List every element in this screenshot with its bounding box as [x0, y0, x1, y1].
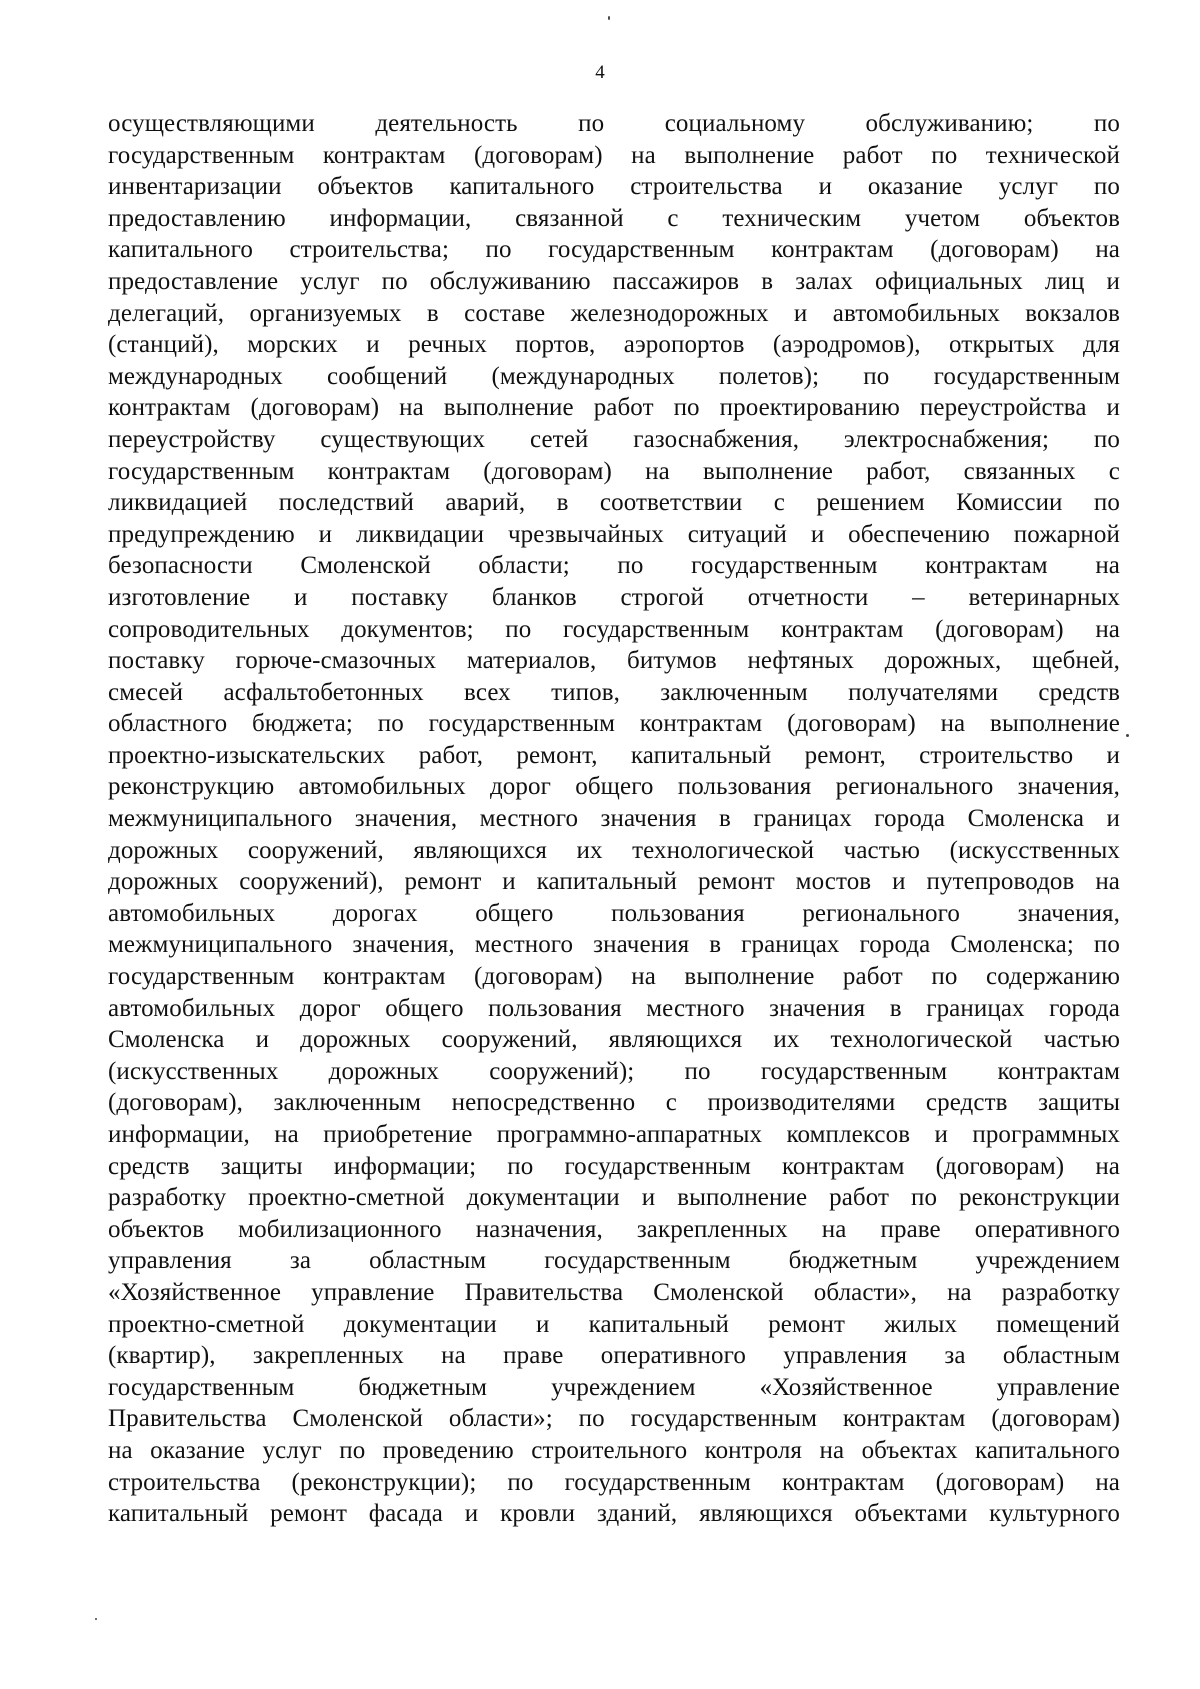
- text-line: автомобильных дорог общего пользования местного значения в границах города: [108, 994, 1120, 1022]
- scan-speck: [95, 1618, 97, 1620]
- text-line: межмуниципального значения, местного значения в границах города Смоленска и: [108, 805, 1120, 833]
- text-line: капитальный ремонт фасада и кровли зданий, являющихся объектами культурного: [108, 1500, 1120, 1528]
- text-line: делегаций, организуемых в составе железнодорожных и автомобильных вокзалов: [108, 299, 1120, 327]
- text-line: управления за областным государственным бюджетным учреждением: [108, 1247, 1120, 1275]
- text-line: проектно-сметной документации и капитальный ремонт жилых помещений: [108, 1310, 1120, 1338]
- text-line: объектов мобилизационного назначения, закрепленных на праве оперативного: [108, 1215, 1120, 1243]
- text-line: инвентаризации объектов капитального строительства и оказание услуг по: [108, 173, 1120, 201]
- scan-speck: [608, 16, 610, 20]
- text-line: контрактам (договорам) на выполнение работ по проектированию переустройства и: [108, 394, 1120, 422]
- text-line: ликвидацией последствий аварий, в соответствии с решением Комиссии по: [108, 489, 1120, 517]
- text-line: смесей асфальтобетонных всех типов, заключенным получателями средств: [108, 678, 1120, 706]
- text-line: строительства (реконструкции); по государственным контрактам (договорам) на: [108, 1468, 1120, 1496]
- text-line: международных сообщений (международных полетов); по государственным: [108, 362, 1120, 390]
- text-line: на оказание услуг по проведению строительного контроля на объектах капитального: [108, 1436, 1120, 1464]
- text-line: «Хозяйственное управление Правительства Смоленской области», на разработку: [108, 1278, 1120, 1306]
- text-line: предоставление услуг по обслуживанию пассажиров в залах официальных лиц и: [108, 267, 1120, 295]
- text-line: разработку проектно-сметной документации и выполнение работ по реконструкции: [108, 1184, 1120, 1212]
- text-line: переустройству существующих сетей газоснабжения, электроснабжения; по: [108, 425, 1120, 453]
- text-line: государственным контрактам (договорам) на выполнение работ по технической: [108, 141, 1120, 169]
- page-number: 4: [595, 62, 605, 83]
- text-line: дорожных сооружений), ремонт и капитальный ремонт мостов и путепроводов на: [108, 868, 1120, 896]
- text-line: безопасности Смоленской области; по государственным контрактам на: [108, 552, 1120, 580]
- text-line: автомобильных дорогах общего пользования регионального значения,: [108, 899, 1120, 927]
- text-line: Правительства Смоленской области»; по государственным контрактам (договорам): [108, 1405, 1120, 1433]
- text-line: проектно-изыскательских работ, ремонт, капитальный ремонт, строительство и: [108, 741, 1120, 769]
- text-line: межмуниципального значения, местного значения в границах города Смоленска; по: [108, 931, 1120, 959]
- text-line: областного бюджета; по государственным контрактам (договорам) на выполнение: [108, 710, 1120, 738]
- text-line: государственным бюджетным учреждением «Хозяйственное управление: [108, 1373, 1120, 1401]
- scan-speck: [1126, 734, 1129, 737]
- text-line: государственным контрактам (договорам) на выполнение работ, связанных с: [108, 457, 1120, 485]
- text-line: (искусственных дорожных сооружений); по государственным контрактам: [108, 1057, 1120, 1085]
- text-line: поставку горюче-смазочных материалов, битумов нефтяных дорожных, щебней,: [108, 647, 1120, 675]
- text-line: Смоленска и дорожных сооружений, являющихся их технологической частью: [108, 1026, 1120, 1054]
- text-line: изготовление и поставку бланков строгой отчетности – ветеринарных: [108, 583, 1120, 611]
- text-line: дорожных сооружений, являющихся их технологической частью (искусственных: [108, 836, 1120, 864]
- body-text: [108, 108, 1120, 1530]
- text-line: реконструкцию автомобильных дорог общего пользования регионального значения,: [108, 773, 1120, 801]
- text-line: осуществляющими деятельность по социальному обслуживанию; по: [108, 110, 1120, 137]
- text-line: (квартир), закрепленных на праве оперативного управления за областным: [108, 1342, 1120, 1370]
- text-line: предоставлению информации, связанной с техническим учетом объектов: [108, 204, 1120, 232]
- text-line: предупреждению и ликвидации чрезвычайных ситуаций и обеспечению пожарной: [108, 520, 1120, 548]
- text-line: сопроводительных документов; по государственным контрактам (договорам) на: [108, 615, 1120, 643]
- text-line: средств защиты информации; по государственным контрактам (договорам) на: [108, 1152, 1120, 1180]
- text-line: информации, на приобретение программно-аппаратных комплексов и программных: [108, 1121, 1120, 1148]
- text-line: капитального строительства; по государственным контрактам (договорам) на: [108, 236, 1120, 264]
- text-line: (станций), морских и речных портов, аэропортов (аэродромов), открытых для: [108, 331, 1120, 359]
- text-line: (договорам), заключенным непосредственно с производителями средств защиты: [108, 1089, 1120, 1117]
- text-line: государственным контрактам (договорам) на выполнение работ по содержанию: [108, 963, 1120, 991]
